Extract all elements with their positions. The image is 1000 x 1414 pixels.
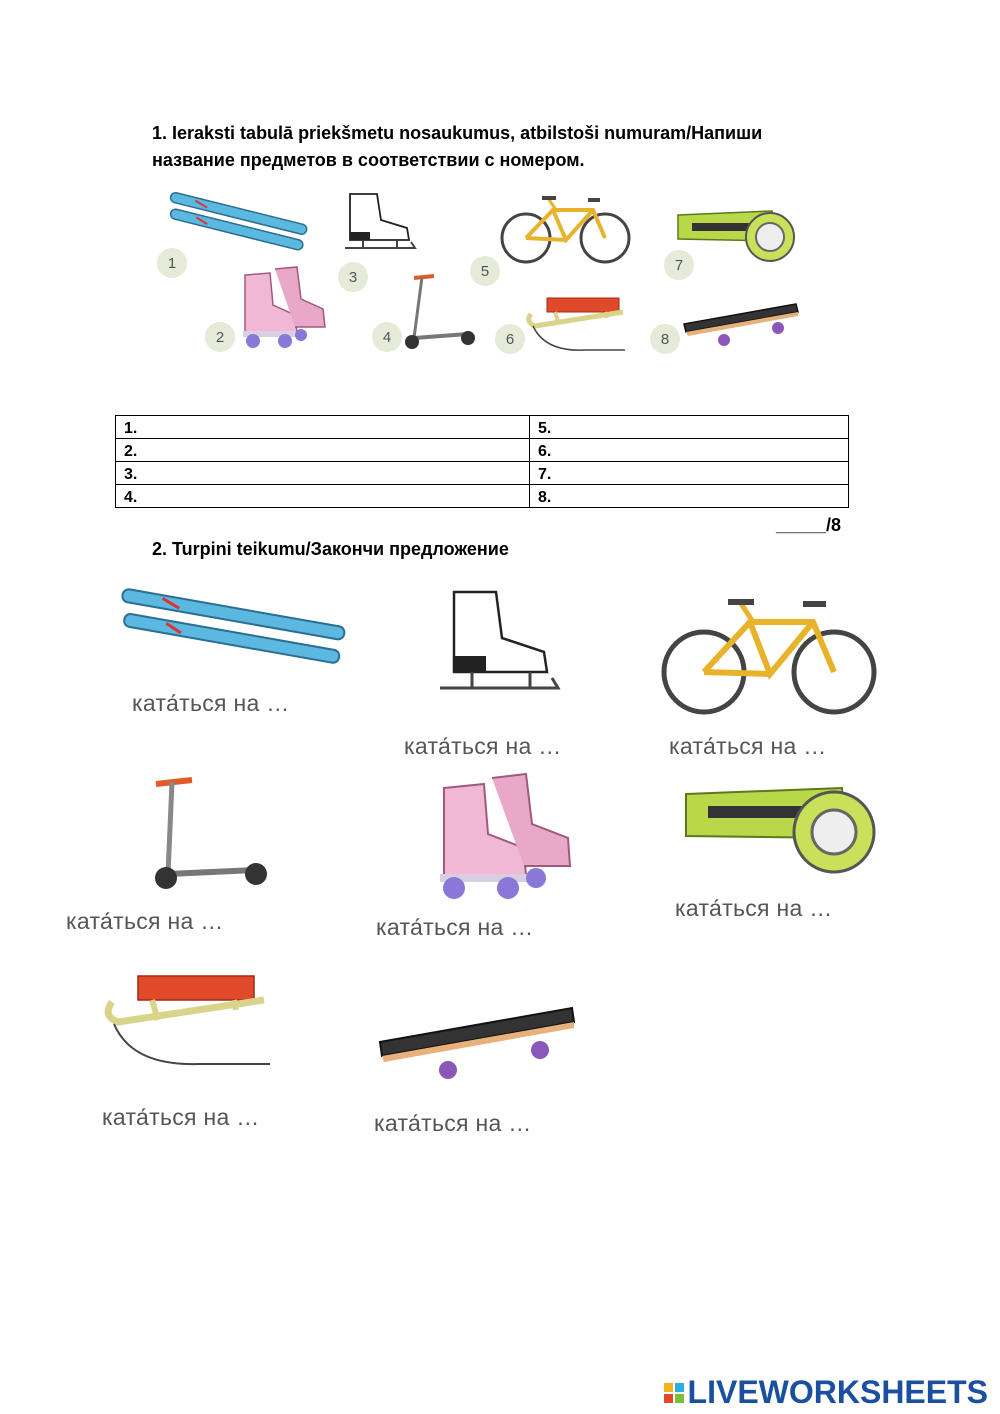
scooter-icon	[146, 774, 272, 894]
bicycle-icon	[498, 190, 633, 265]
hoverboard-icon	[678, 778, 874, 878]
phrase-sled: ката́ться на …	[102, 1104, 260, 1130]
badge-5: 5	[470, 256, 500, 286]
badge-8: 8	[650, 324, 680, 354]
badge-4: 4	[372, 322, 402, 352]
answer-table	[115, 415, 849, 508]
phrase-hoverboard: ката́ться на …	[675, 895, 833, 921]
badge-1: 1	[157, 248, 187, 278]
ice-skate-icon	[335, 192, 420, 254]
answer-cell-2[interactable]: 2.	[116, 439, 530, 462]
liveworksheets-logo	[664, 1374, 988, 1411]
answer-cell-8[interactable]: 8.	[530, 485, 849, 508]
phrase-skis: ката́ться на …	[132, 690, 290, 716]
answer-cell-3[interactable]: 3.	[116, 462, 530, 485]
skis-icon	[118, 596, 348, 666]
answer-cell-7[interactable]: 7.	[530, 462, 849, 485]
logo-text: LIVEWORKSHEETS	[687, 1374, 988, 1410]
task1-title-line2: название предметов в соответствии с номером.	[152, 150, 585, 170]
badge-3: 3	[338, 262, 368, 292]
phrase-scooter: ката́ться на …	[66, 908, 224, 934]
task2-title: 2. Turpini teikumu/Закончи предложение	[152, 539, 509, 559]
ice-skate-icon	[432, 588, 564, 700]
badge-2: 2	[205, 322, 235, 352]
sled-icon	[102, 968, 280, 1070]
logo-mark-icon	[664, 1383, 684, 1403]
skis-icon	[165, 198, 310, 258]
answer-cell-1[interactable]: 1.	[116, 416, 530, 439]
score-field: _____/8	[776, 515, 842, 535]
phrase-skateboard: ката́ться на …	[374, 1110, 532, 1136]
phrase-roller-skates: ката́ться на …	[376, 914, 534, 940]
badge-7: 7	[664, 250, 694, 280]
answer-cell-5[interactable]: 5.	[530, 416, 849, 439]
bicycle-icon	[658, 588, 880, 716]
skateboard-icon	[376, 1000, 578, 1086]
roller-skates-icon	[235, 265, 330, 350]
badge-6: 6	[495, 324, 525, 354]
table-row	[116, 462, 849, 485]
task1-title	[152, 120, 762, 174]
scooter-icon	[400, 272, 480, 352]
table-row	[116, 439, 849, 462]
answer-cell-6[interactable]: 6.	[530, 439, 849, 462]
table-row	[116, 416, 849, 439]
sled-icon	[525, 292, 635, 354]
task1-title-line1: 1. Ieraksti tabulā priekšmetu nosaukumus, atbilstoši numuram/Напиши	[152, 123, 763, 143]
answer-cell-4[interactable]: 4.	[116, 485, 530, 508]
skateboard-icon	[680, 298, 802, 350]
phrase-bicycle: ката́ться на …	[669, 733, 827, 759]
roller-skates-icon	[428, 772, 578, 902]
table-row	[116, 485, 849, 508]
phrase-ice-skates: ката́ться на …	[404, 733, 562, 759]
